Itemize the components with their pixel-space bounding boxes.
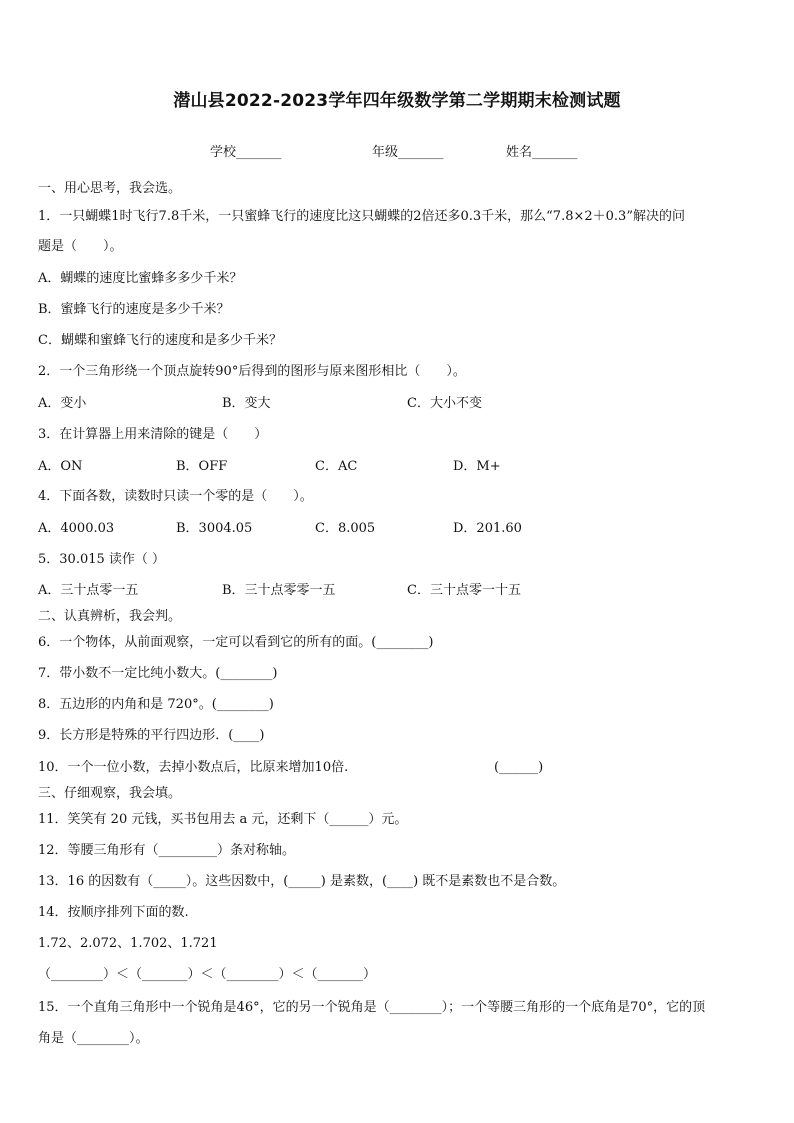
name-field: 姓名_______ — [506, 145, 578, 160]
q1-text-cont: 题是（ ）。 — [38, 239, 123, 254]
q7-text: 7．带小数不一定比纯小数大。(________) — [38, 666, 278, 681]
q10-answer-blank: (______) — [494, 760, 544, 775]
q1-option-b: B．蜜蜂飞行的速度是多少千米？ — [38, 302, 230, 317]
q2-option-c: C．大小不变 — [407, 396, 482, 411]
q15-text: 15．一个直角三角形中一个锐角是46°，它的另一个锐角是（________）；一个等腰三角形的一个底角是70°，它的顶 — [38, 1000, 706, 1015]
q4-option-b: B．3004.05 — [176, 521, 253, 536]
q2-option-a: A．变小 — [38, 396, 87, 411]
q4-option-a: A．4000.03 — [38, 521, 115, 536]
q3-option-d: D．M+ — [453, 459, 501, 474]
q3-option-c: C．AC — [315, 459, 358, 474]
q5-option-c: C．三十点零一十五 — [407, 583, 521, 598]
section-2-heading: 二、认真辨析，我会判。 — [38, 609, 182, 624]
q14-text: 14．按顺序排列下面的数. — [38, 905, 189, 920]
q2-option-b: B．变大 — [222, 396, 271, 411]
q1-option-c: C．蝴蝶和蜜蜂飞行的速度和是多少千米？ — [38, 333, 282, 348]
page-title: 潜山县2022-2023学年四年级数学第二学期期末检测试题 — [173, 91, 621, 111]
q3-option-a: A．ON — [38, 459, 83, 474]
q4-text: 4．下面各数，读数时只读一个零的是（ ）。 — [38, 489, 313, 504]
q3-option-b: B．OFF — [176, 459, 228, 474]
q2-text: 2．一个三角形绕一个顶点旋转90°后得到的图形与原来图形相比（ ）。 — [38, 364, 466, 379]
q12-text: 12．等腰三角形有（_________）条对称轴。 — [38, 843, 296, 858]
q5-option-a: A．三十点零一五 — [38, 583, 139, 598]
q3-text: 3．在计算器上用来清除的键是（ ） — [38, 427, 268, 442]
q1-option-a: A．蝴蝶的速度比蜜蜂多多少千米？ — [38, 271, 243, 286]
q9-text: 9．长方形是特殊的平行四边形．(____) — [38, 728, 265, 743]
q15-text-cont: 角是（________）。 — [38, 1031, 149, 1046]
q11-text: 11．笑笑有 20 元钱，买书包用去 a 元，还剩下（______）元。 — [38, 812, 408, 827]
school-field: 学校_______ — [210, 145, 282, 160]
q8-text: 8．五边形的内角和是 720°。(________) — [38, 697, 274, 712]
q14-order-blanks: （________）＜（_______）＜（________）＜（_______） — [38, 967, 377, 982]
q13-text: 13．16 的因数有（_____）。这些因数中，(_____) 是素数，(____) 既不是素数也不是合数。 — [38, 874, 566, 889]
section-3-heading: 三、仔细观察，我会填。 — [38, 786, 182, 801]
q4-option-c: C．8.005 — [315, 521, 376, 536]
q4-option-d: D．201.60 — [453, 521, 522, 536]
q1-text: 1．一只蝴蝶1时飞行7.8千米，一只蜜蜂飞行的速度比这只蝴蝶的2倍还多0.3千米，那么“7.8×2＋0.3”解决的问 — [38, 209, 685, 224]
q6-text: 6．一个物体，从前面观察，一定可以看到它的所有的面。(________) — [38, 635, 434, 650]
q5-text: 5．30.015 读作（ ） — [38, 552, 166, 567]
section-1-heading: 一、用心思考，我会选。 — [38, 181, 182, 196]
q5-option-b: B．三十点零零一五 — [222, 583, 336, 598]
q14-numbers: 1.72、2.072、1.702、1.721 — [38, 936, 218, 951]
grade-field: 年级_______ — [372, 145, 444, 160]
q10-text: 10．一个一位小数，去掉小数点后，比原来增加10倍. — [38, 760, 349, 775]
